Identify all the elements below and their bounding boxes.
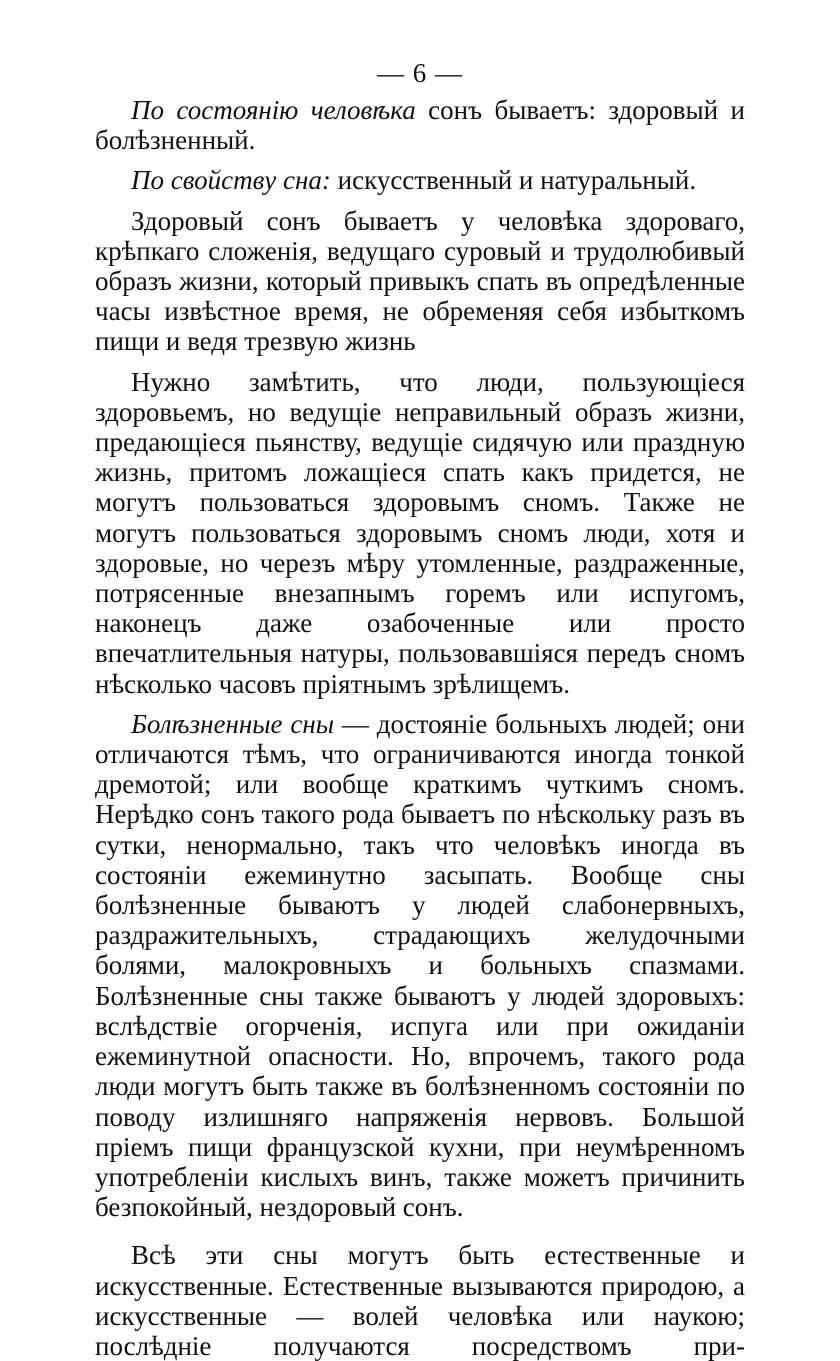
paragraph-5-italic: Болѣзненные сны — [131, 708, 335, 739]
paragraph-5 — [95, 709, 745, 1222]
paragraph-3-text: Здоровый сонъ бываетъ у человѣка здороваго, крѣпкаго сложенія, ведущаго суровый и трудолюбивый образъ жизни, который привыкъ спать въ опредѣленные часы извѣстное время, не обременяя себя избыткомъ пищи и ведя трезвую жизнь — [95, 205, 745, 357]
paragraph-4 — [95, 367, 745, 699]
paragraph-2-italic: По свойству сна: — [131, 165, 331, 196]
paragraph-1-italic: По состоянію человѣка — [131, 95, 416, 125]
paragraph-3 — [95, 206, 745, 357]
paragraph-4-text: Нужно замѣтить, что люди, пользующіеся здоровьемъ, но ведущіе неправильный образъ жизни, предающіеся пьянству, ведущіе сидячую или праздную жизнь, притомъ ложащіеся спать какъ придется, не могутъ пользоваться здоровымъ сномъ. Также не могутъ пользоваться здоровымъ сномъ люди, хотя и здоровые, но черезъ мѣру утомленные, раздраженные, потрясенные внезапнымъ горемъ или испугомъ, наконецъ даже озабоченные или просто впечатлительныя натуры, пользовавшіяся передъ сномъ нѣсколько часовъ пріятнымъ зрѣлищемъ. — [95, 366, 745, 699]
paragraph-2-text: искусственный и натуральный. — [330, 165, 697, 196]
paragraph-6 — [95, 1240, 745, 1361]
paragraph-6-text: Всѣ эти сны могутъ быть естественные и искусственные. Естественные вызываются природою, а искусственные — волей человѣка или наукою; послѣдніе получаются посредствомъ при- — [95, 1240, 745, 1361]
paragraph-5-text: — достояніе больныхъ людей; они отличаются тѣмъ, что ограничиваются иногда тонкой дремотой; или вообще краткимъ чуткимъ сномъ. Нерѣдко сонъ такого рода бываетъ по нѣскольку разъ въ сутки, ненормально, такъ что человѣкъ иногда въ состояніи ежеминутно засыпать. Вообще сны болѣзненные бываютъ у людей слабонервныхъ, раздражительныхъ, страдающихъ желудочными болями, малокровныхъ и больныхъ спазмами. Болѣзненные сны также бываютъ у людей здоровыхъ: вслѣдствіе огорченія, испуга или при ожиданіи ежеминутной опасности. Но, впрочемъ, такого рода люди могутъ быть также въ болѣзненномъ состояніи по поводу излишняго напряженія нервовъ. Большой пріемъ пищи французской кухни, при неумѣренномъ употребленіи кислыхъ винъ, также можетъ причинить безпокойный, нездоровый сонъ. — [95, 708, 746, 1223]
paragraph-1 — [95, 95, 745, 155]
page-number: — 6 — — [377, 58, 463, 88]
page-text — [95, 95, 745, 1361]
paragraph-2 — [95, 165, 745, 195]
paragraph-1-text: сонъ бываетъ: здоровый и болѣзненный. — [95, 95, 745, 156]
